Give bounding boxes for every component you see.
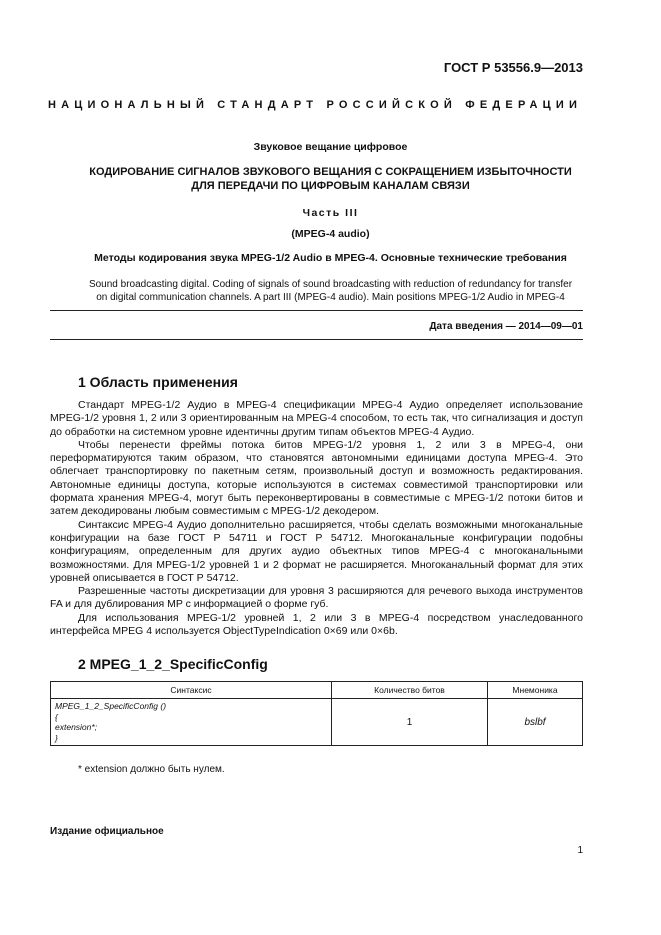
title-part: Часть III: [302, 207, 359, 219]
title-methods: Методы кодирования звука MPEG-1/2 Audio в MPEG-4. Основные технические требования: [94, 252, 567, 264]
title-main: [50, 165, 611, 193]
section1-paragraph: Чтобы перенести фреймы потока битов MPEG-1/2 уровня 1, 2 или 3 в MPEG-4, они переформатируются таким образом, что становятся автономными единицами доступа MPEG-4. Это облегчает транспортировку по пакетным сетям, произвольный доступ и возможность редактирования. Автономные единицы доступа, которые используются в системах совместимой транспортировки или формата хранения MPEG-4, могут быть переконвертированы в совместимые с MPEG-1/2 потоки битов и затем декодированы любым совместимым с MPEG-1/2 декодером.: [50, 438, 583, 518]
syntax-line: extension*;: [55, 722, 98, 732]
effective-date: Дата введения — 2014—09—01: [429, 321, 583, 332]
table-header-mnemonic: Мнемоника: [488, 682, 583, 699]
section1-paragraph: Синтаксис MPEG-4 Аудио дополнительно расширяется, чтобы сделать возможными многоканальные конфигурации на базе ГОСТ Р 54711 и ГОСТ Р 54712. Многоканальные конфигурации подобны конфигурациям, определенным для других аудио объектных типов MPEG-4 с многоканальными возможностями. Для MPEG-1/2 уровней 1 и 2 формат не расширяется. Многоканальный формат для этих уровней описывается в ГОСТ Р 54712.: [50, 518, 583, 584]
syntax-line: MPEG_1_2_SpecificConfig (): [55, 701, 167, 711]
syntax-line: {: [55, 711, 58, 722]
title-part-sub: (MPEG-4 audio): [291, 228, 370, 240]
title-line1: Звуковое вещание цифровое: [253, 141, 408, 153]
table-note: * extension должно быть нулем.: [78, 764, 225, 775]
section2-heading: 2 MPEG_1_2_SpecificConfig: [78, 656, 268, 672]
table-row: [51, 699, 583, 746]
title-main-b: ДЛЯ ПЕРЕДАЧИ ПО ЦИФРОВЫМ КАНАЛАМ СВЯЗИ: [191, 180, 470, 192]
section1-paragraph: Для использования MPEG-1/2 уровней 1, 2 или 3 в MPEG-4 посредством унаследованного интерфейса MPEG 4 используется ObjectTypeIndication 0×69 или 0×6b.: [50, 611, 583, 638]
standard-id: ГОСТ Р 53556.9—2013: [443, 60, 583, 75]
mnemonic-cell: bslbf: [488, 699, 583, 746]
title-english: [50, 278, 611, 304]
title-english-b: on digital communication channels. A part III (MPEG-4 audio). Main positions MPEG-1/2 Audio in MPEG-4: [96, 292, 565, 303]
syntax-cell: [51, 699, 332, 746]
divider-date: [50, 339, 583, 340]
section1-heading: 1 Область применения: [78, 374, 238, 390]
syntax-line: }: [55, 732, 58, 743]
divider-top: [50, 310, 583, 311]
page-number: 1: [577, 845, 583, 856]
section1-body: [50, 399, 583, 638]
bits-cell: 1: [332, 699, 488, 746]
title-english-a: Sound broadcasting digital. Coding of signals of sound broadcasting with reduction of redundancy for transfer: [88, 279, 573, 290]
national-standard-title: НАЦИОНАЛЬНЫЙ СТАНДАРТ РОССИЙСКОЙ ФЕДЕРАЦИИ: [48, 99, 583, 111]
table-header-syntax: Синтаксис: [51, 682, 332, 699]
section1-paragraph: Разрешенные частоты дискретизации для уровня 3 расширяются для речевого выхода инструментов FA и для дублирования MP с информацией о форме губ.: [50, 585, 583, 611]
section1-paragraph: Стандарт MPEG-1/2 Аудио в MPEG-4 спецификации MPEG-4 Аудио определяет использование MPEG-1/2 уровня 1, 2 или 3 ориентированным на MPEG-4 способом, то есть так, что сигнализация и доступ до обработки на системном уровне идентичны другим типам объектов MPEG-4 Аудио.: [50, 399, 583, 438]
title-main-a: КОДИРОВАНИЕ СИГНАЛОВ ЗВУКОВОГО ВЕЩАНИЯ С СОКРАЩЕНИЕМ ИЗБЫТОЧНОСТИ: [89, 166, 572, 178]
table-header-row: [51, 682, 583, 699]
edition-label: Издание официальное: [50, 826, 164, 837]
syntax-table: [50, 681, 583, 746]
table-header-bits: Количество битов: [332, 682, 488, 699]
